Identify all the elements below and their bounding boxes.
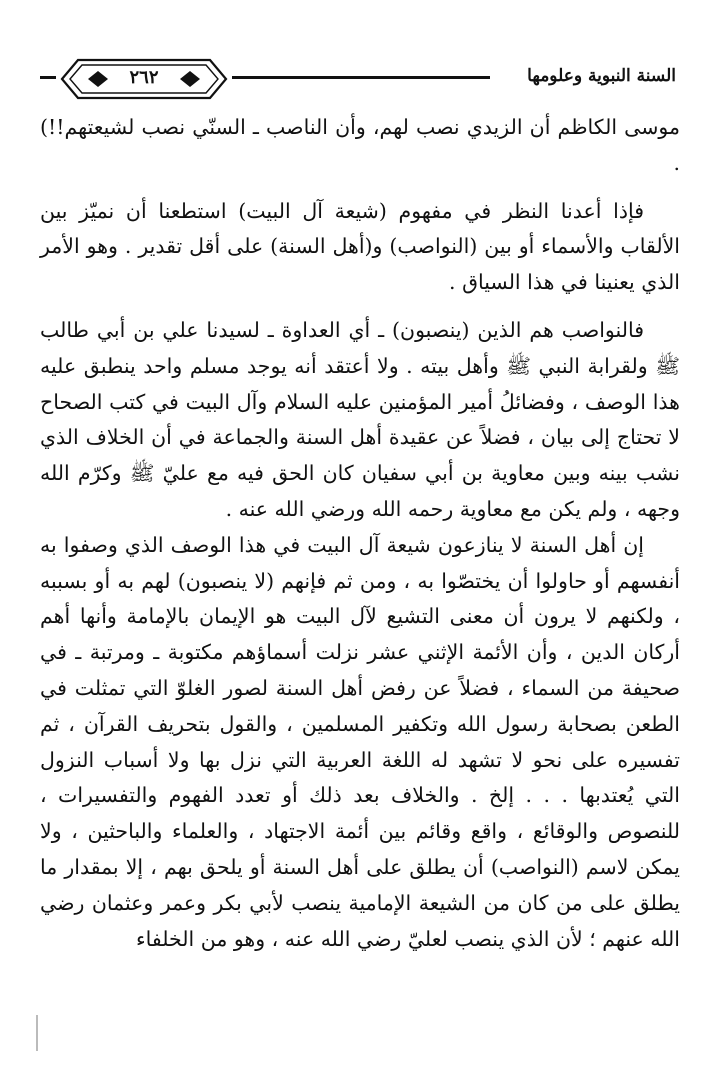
running-title: السنة النبوية وعلومها	[527, 66, 676, 86]
page-number-frame	[60, 56, 228, 102]
header-rule-left	[40, 76, 56, 79]
paragraph: فالنواصب هم الذين (ينصبون) ـ أي العداوة ـ لسيدنا علي بن أبي طالب ﷺ ولقرابة النبي ﷺ وأهل بيته . ولا أعتقد أنه يوجد مسلم واحد ينطبق عليه هذا الوصف ، وفضائلُ أمير المؤمنين عليه السلام وآل البيت في كتب الصحاح لا تحتاج إلى بيان ، فضلاً عن عقيدة أهل السنة والجماعة في أن الخلاف الذي نشب بينه وبين معاوية بن أبي سفيان كان الحق فيه مع عليّ ﷺ وكرّم الله وجهه ، ولم يكن مع معاوية رحمه الله ورضي الله عنه .	[40, 317, 680, 521]
paragraph-continuation: موسى الكاظم أن الزيدي نصب لهم، وأن الناصب ـ السنّي نصب لشيعتهم!!) .	[40, 115, 680, 175]
margin-mark	[36, 1015, 38, 1051]
paragraph: إن أهل السنة لا ينازعون شيعة آل البيت في هذا الوصف الذي وصفوا به أنفسهم أو حاولوا أن يختصّوا به ، ومن ثم فإنهم (لا ينصبون) لهم به أو بسببه ، ولكنهم لا يرون أن معنى التشيع لآل البيت هو الإيمان بالإمامة وأنها أهم أركان الدين ، وأن الأئمة الإثني عشر نزلت أسماؤهم مكتوبة ـ ومرتبة ـ في صحيفة من السماء ، فضلاً عن رفض أهل السنة لصور الغلوّ التي تمثلت في الطعن بصحابة رسول الله وتكفير المسلمين ، والقول بتحريف القرآن ، ثم تفسيره على نحو لا تشهد له اللغة العربية التي نزل بها ولا أسباب النزول التي يُعتدبها . . . إلخ . والخلاف بعد ذلك أو تعدد الفهوم والتفسيرات ، للنصوص والوقائع ، واقع وقائم بين أئمة الاجتهاد ، والعلماء والباحثين ، ولا يمكن لاسم (النواصب) أن يطلق على أهل السنة أو يلحق بهم ، إلا بمقدار ما يطلق على من كان من الشيعة الإمامية ينصب لأبي بكر وعمر وعثمان رضي الله عنهم ؛ لأن الذي ينصب لعليّ رضي الله عنه ، وهو من الخلفاء	[40, 532, 680, 951]
header-rule-right	[232, 76, 490, 79]
page-number: ٢٦٢	[129, 67, 159, 88]
page-header	[40, 52, 676, 106]
paragraph: فإذا أعدنا النظر في مفهوم (شيعة آل البيت) استطعنا أن نميّز بين الألقاب والأسماء أو بين (النواصب) و(أهل السنة) على أقل تقدير . وهو الأمر الذي يعنينا في هذا السياق .	[40, 198, 680, 295]
page-body	[40, 110, 680, 957]
